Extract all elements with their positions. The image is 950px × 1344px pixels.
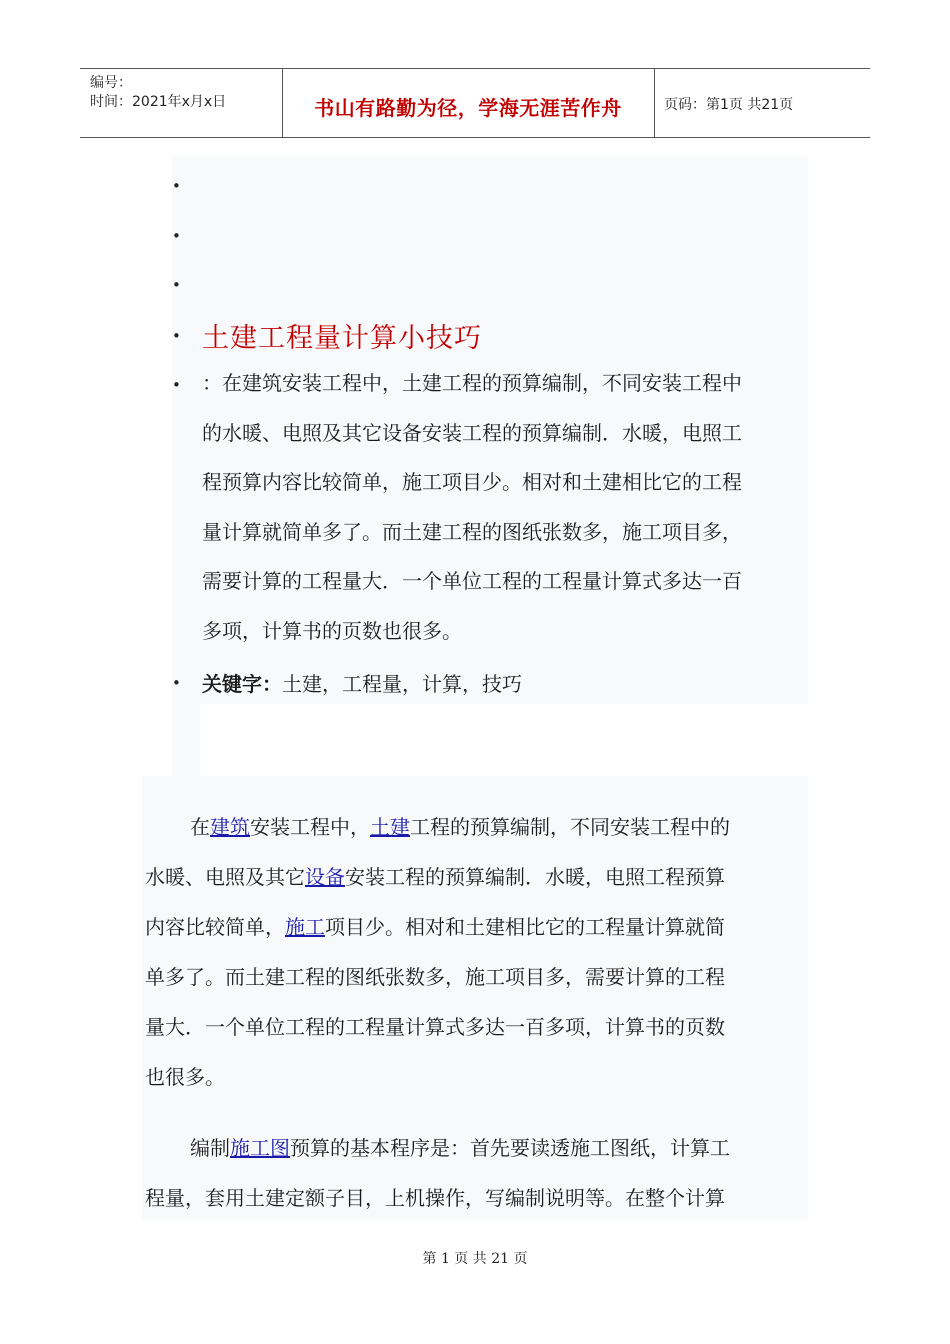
abstract-line: 的水暖、电照及其它设备安装工程的预算编制．水暖，电照工 [202, 420, 742, 445]
text-run: 内容比较简单， [145, 915, 285, 939]
page-header [80, 68, 870, 138]
abstract-line: ：在建筑安装工程中，土建工程的预算编制，不同安装工程中 [202, 371, 742, 395]
text-run: 在 [190, 815, 210, 839]
empty-bullet [172, 186, 180, 194]
body-paragraph-1 [145, 802, 795, 1102]
empty-bullet [172, 236, 180, 244]
body-line [145, 1123, 795, 1173]
document-date-label: 时间：2021年x月x日 [90, 94, 227, 110]
empty-bullet [172, 285, 180, 293]
link-tujian[interactable]: 土建 [370, 815, 410, 839]
text-run: 项目少。相对和土建相比它的工程量计算就简 [325, 915, 725, 939]
text-run: 工程的预算编制，不同安装工程中的 [410, 815, 730, 839]
keywords-line [202, 668, 522, 697]
header-meta-cell [80, 69, 283, 137]
abstract-line: 量计算就简单多了。而土建工程的图纸张数多，施工项目多， [202, 519, 742, 544]
text-run: 编制 [190, 1136, 230, 1160]
header-page-number: 页码：第1页 共21页 [664, 97, 794, 113]
text-run: 水暖、电照及其它 [145, 865, 305, 889]
abstract-line: 程预算内容比较简单，施工项目少。相对和土建相比它的工程 [202, 470, 742, 494]
link-jianzhu[interactable]: 建筑 [210, 815, 250, 839]
header-page-cell [654, 69, 870, 137]
link-shigongtu[interactable]: 施工图 [230, 1136, 290, 1160]
document-number-label: 编号： [90, 75, 132, 91]
body-paragraph-2 [145, 1123, 795, 1223]
link-shigong[interactable]: 施工 [285, 915, 325, 939]
body-line [145, 802, 795, 852]
abstract-line: 多项，计算书的页数也很多。 [202, 618, 462, 643]
article-title: 土建工程量计算小技巧 [202, 323, 482, 354]
text-run: 安装工程的预算编制．水暖，电照工程预算 [345, 865, 725, 889]
body-line: 量大．一个单位工程的工程量计算式多达一百多项，计算书的页数 [145, 1015, 725, 1039]
body-line: 也很多。 [145, 1065, 225, 1089]
link-shebei[interactable]: 设备 [305, 865, 345, 889]
header-motto-cell [282, 69, 655, 137]
text-run: 安装工程中， [250, 815, 370, 839]
title-bullet [172, 336, 180, 344]
keywords-value: 土建，工程量，计算，技巧 [282, 672, 522, 696]
body-line: 程量，套用土建定额子目，上机操作，写编制说明等。在整个计算 [145, 1186, 725, 1210]
body-line: 单多了。而土建工程的图纸张数多，施工项目多，需要计算的工程 [145, 965, 725, 989]
page-footer: 第 1 页 共 21 页 [422, 1251, 528, 1267]
article-abstract [202, 359, 808, 656]
header-motto: 书山有路勤为径，学海无涯苦作舟 [314, 96, 622, 120]
body-line [145, 902, 795, 952]
keywords-label: 关键字： [202, 672, 282, 696]
keywords-bullet [172, 683, 180, 691]
body-line [145, 852, 795, 902]
background-strip [172, 700, 200, 780]
abstract-line: 需要计算的工程量大．一个单位工程的工程量计算式多达一百 [202, 569, 742, 593]
text-run: 预算的基本程序是：首先要读透施工图纸，计算工 [290, 1136, 730, 1160]
abstract-bullet [172, 385, 180, 393]
